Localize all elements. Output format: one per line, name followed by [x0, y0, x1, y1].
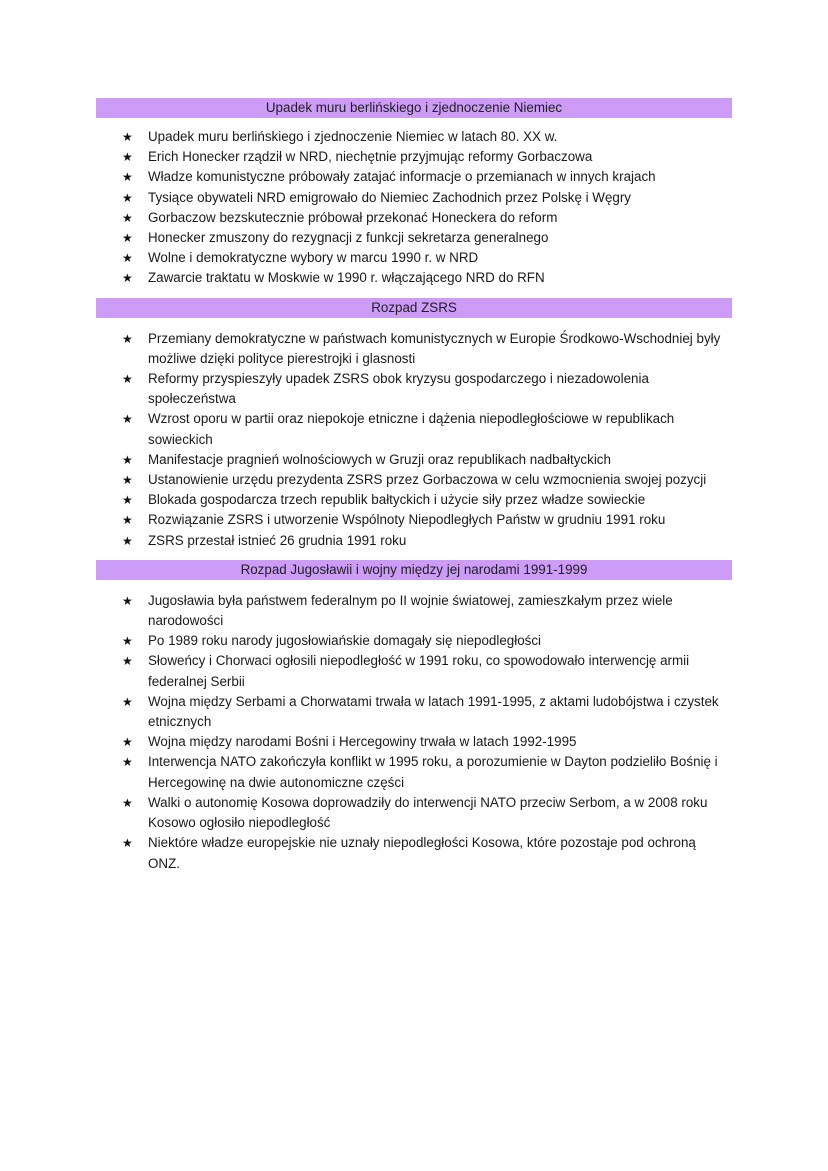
section-berlin-wall: [96, 98, 732, 289]
star-icon: ★: [122, 735, 133, 750]
section-ussr-collapse: [96, 298, 732, 551]
bullet-list: [96, 329, 732, 551]
list-item: [96, 228, 732, 248]
star-icon: ★: [122, 694, 133, 709]
star-icon: ★: [122, 493, 133, 508]
list-item-text: Blokada gospodarcza trzech republik bałtyckich i użycie siły przez władze sowieckie: [148, 492, 646, 508]
list-item-text: Tysiące obywateli NRD emigrowało do Niemiec Zachodnich przez Polskę i Węgry: [148, 189, 631, 205]
star-icon: ★: [122, 150, 133, 165]
star-icon: ★: [122, 130, 133, 144]
list-item: [96, 833, 732, 873]
list-item-text: Wzrost oporu w partii oraz niepokoje etniczne i dążenia niepodległościowe w republikach sowieckich: [148, 411, 675, 447]
list-item-text: Zawarcie traktatu w Moskwie w 1990 r. włączającego NRD do RFN: [148, 270, 545, 286]
list-item: [96, 188, 732, 208]
list-item-text: Słoweńcy i Chorwaci ogłosili niepodległość w 1991 roku, co spowodowało interwencję armii federalnej Serbii: [148, 653, 690, 689]
list-item-text: Wojna między narodami Bośni i Hercegowiny trwała w latach 1992-1995: [148, 734, 577, 750]
list-item: [96, 591, 732, 631]
list-item: [96, 329, 732, 369]
list-item: [96, 793, 732, 833]
list-item: [96, 531, 732, 551]
list-item: [96, 752, 732, 792]
star-icon: ★: [122, 836, 133, 851]
star-icon: ★: [122, 210, 133, 225]
list-item: [96, 409, 732, 449]
section-yugoslavia: [96, 560, 732, 874]
list-item-text: Erich Honecker rządził w NRD, niechętnie przyjmując reformy Gorbaczowa: [148, 149, 593, 165]
section-header: Upadek muru berlińskiego i zjednoczenie Niemiec: [96, 98, 732, 118]
list-item-text: Gorbaczow bezskutecznie próbował przekonać Honeckera do reform: [148, 209, 558, 225]
star-icon: ★: [122, 231, 133, 246]
star-icon: ★: [122, 331, 133, 346]
list-item: [96, 692, 732, 732]
list-item-text: Wolne i demokratyczne wybory w marcu 1990 r. w NRD: [148, 250, 479, 266]
list-item: [96, 208, 732, 228]
list-item-text: Honecker zmuszony do rezygnacji z funkcji sekretarza generalnego: [148, 230, 549, 246]
star-icon: ★: [122, 634, 133, 649]
star-icon: ★: [122, 473, 133, 488]
list-item-text: Interwencja NATO zakończyła konflikt w 1995 roku, a porozumienie w Dayton podzieliło Bośnię i Hercegowinę na dwie autonomiczne części: [148, 754, 718, 790]
list-item-text: Walki o autonomię Kosowa doprowadziły do interwencji NATO przeciw Serbom, a w 2008 roku Kosowo ogłosiło niepodległość: [148, 794, 708, 831]
list-item-text: ZSRS przestał istnieć 26 grudnia 1991 roku: [148, 532, 407, 548]
bullet-list: [96, 591, 732, 874]
star-icon: ★: [122, 654, 133, 669]
list-item-text: Rozwiązanie ZSRS i utworzenie Wspólnoty Niepodległych Państw w grudniu 1991 roku: [148, 512, 666, 528]
star-icon: ★: [122, 372, 133, 387]
list-item-text: Władze komunistyczne próbowały zatajać informacje o przemianach w innych krajach: [148, 169, 656, 185]
star-icon: ★: [122, 271, 133, 286]
list-item: [96, 127, 732, 147]
star-icon: ★: [122, 593, 133, 608]
star-icon: ★: [122, 170, 133, 185]
star-icon: ★: [122, 251, 133, 266]
list-item-text: Reformy przyspieszyły upadek ZSRS obok kryzysu gospodarczego i niezadowolenia społeczeństwa: [148, 371, 649, 407]
list-item-text: Po 1989 roku narody jugosłowiańskie domagały się niepodległości: [148, 633, 542, 649]
list-item-text: Jugosławia była państwem federalnym po II wojnie światowej, zamieszkałym przez wiele narodowości: [148, 592, 673, 629]
list-item: [96, 490, 732, 510]
list-item: [96, 651, 732, 691]
section-header: Rozpad Jugosławii i wojny między jej narodami 1991-1999: [96, 560, 732, 580]
list-item: [96, 167, 732, 187]
document-page: [96, 98, 732, 874]
list-item-text: Niektóre władze europejskie nie uznały niepodległości Kosowa, które pozostaje pod ochroną ONZ.: [148, 835, 696, 871]
bullet-list: [96, 127, 732, 289]
list-item: [96, 510, 732, 530]
list-item: [96, 369, 732, 409]
list-item-text: Wojna między Serbami a Chorwatami trwała w latach 1991-1995, z aktami ludobójstwa i czystek etnicznych: [148, 693, 719, 730]
star-icon: ★: [122, 412, 133, 427]
list-item: [96, 631, 732, 651]
section-header: Rozpad ZSRS: [96, 298, 732, 318]
star-icon: ★: [122, 190, 133, 205]
list-item-text: Upadek muru berlińskiego i zjednoczenie Niemiec w latach 80. XX w.: [148, 129, 558, 144]
list-item: [96, 450, 732, 470]
list-item-text: Manifestacje pragnień wolnościowych w Gruzji oraz republikach nadbałtyckich: [148, 451, 611, 467]
list-item: [96, 147, 732, 167]
list-item-text: Przemiany demokratyczne w państwach komunistycznych w Europie Środkowo-Wschodniej były możliwe dzięki polityce pierestrojki i glasnosti: [148, 330, 721, 366]
star-icon: ★: [122, 533, 133, 548]
list-item: [96, 248, 732, 268]
star-icon: ★: [122, 452, 133, 467]
list-item-text: Ustanowienie urzędu prezydenta ZSRS przez Gorbaczowa w celu wzmocnienia swojej pozycji: [148, 472, 707, 488]
list-item: [96, 732, 732, 752]
star-icon: ★: [122, 795, 133, 810]
star-icon: ★: [122, 755, 133, 770]
star-icon: ★: [122, 513, 133, 528]
list-item: [96, 470, 732, 490]
list-item: [96, 268, 732, 288]
